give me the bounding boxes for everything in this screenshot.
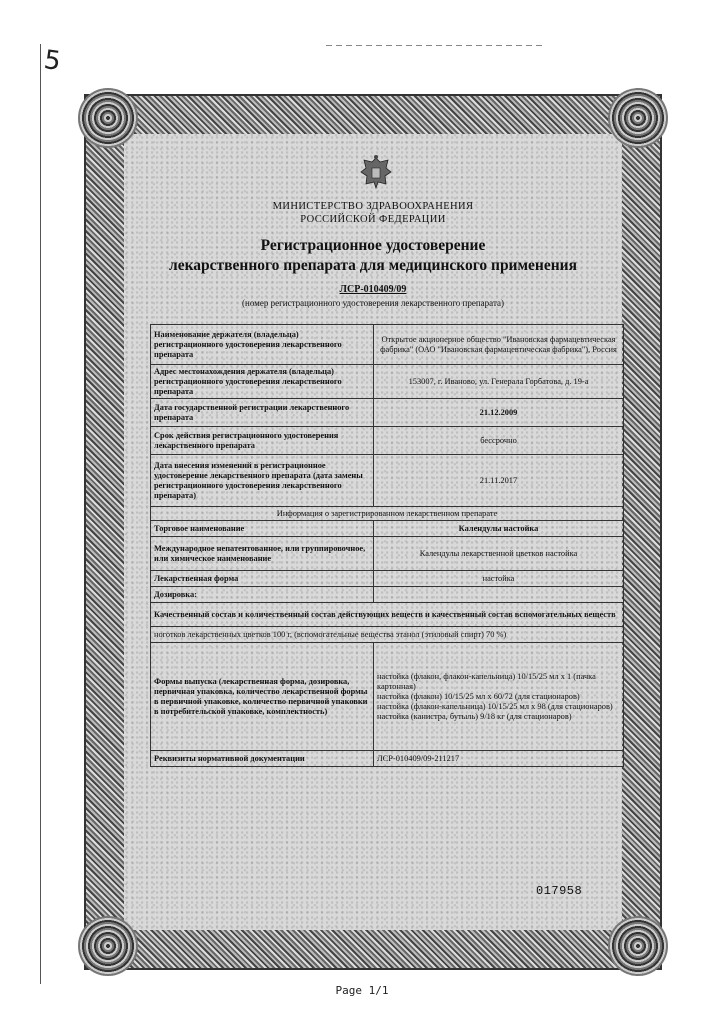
document-title (86, 236, 660, 276)
table-row (151, 455, 624, 507)
row-value: Календулы лекарственной цветков настойка (374, 537, 624, 571)
row-label: Дата внесения изменений в регистрационное удостоверение лекарственного препарата (дата замены регистрационного удостоверения лекарственного препарата) (151, 455, 374, 507)
row-value: 153007, г. Иваново, ул. Генерала Горбатова, д. 19-а (374, 365, 624, 399)
serial-number: 017958 (536, 884, 583, 898)
corner-ornament (78, 88, 138, 148)
table-row (151, 427, 624, 455)
row-label: Адрес местонахождения держателя (владельца) регистрационного удостоверения лекарственного препарата (151, 365, 374, 399)
row-label: Срок действия регистрационного удостоверения лекарственного препарата (151, 427, 374, 455)
registration-number-caption: (номер регистрационного удостоверения лекарственного препарата) (242, 298, 504, 308)
row-value: бессрочно (374, 427, 624, 455)
table-row (151, 399, 624, 427)
row-label: Торговое наименование (151, 521, 374, 537)
table-row (151, 627, 624, 643)
row-value (374, 587, 624, 603)
row-label: Лекарственная форма (151, 571, 374, 587)
table-row (151, 571, 624, 587)
row-label: Международное непатентованное, или группировочное, или химическое наименование (151, 537, 374, 571)
ministry-line-2: РОССИЙСКОЙ ФЕДЕРАЦИИ (300, 214, 446, 225)
row-value: Открытое акционерное общество "Ивановская фармацевтическая фабрика" (ОАО "Ивановская фармацевтическая фабрика"), Россия (374, 325, 624, 365)
release-form-item: настойка (флакон, флакон-капельница) 10/15/25 мл х 1 (пачка картонная) (377, 671, 596, 691)
margin-line (40, 44, 41, 984)
row-label: Реквизиты нормативной документации (151, 751, 374, 767)
top-dotted-line (326, 45, 546, 46)
row-value: 21.12.2009 (374, 399, 624, 427)
release-form-item: настойка (флакон-капельница) 10/15/25 мл х 98 (для стационаров) (377, 701, 613, 711)
registration-table (150, 324, 624, 767)
corner-ornament (608, 916, 668, 976)
coat-of-arms-icon (358, 154, 394, 192)
registration-number: ЛСР-010409/09 (339, 284, 407, 295)
row-value: 21.11.2017 (374, 455, 624, 507)
table-row (151, 507, 624, 521)
composition-value: ноготков лекарственных цветков 100 г, (вспомогательные вещества этанол (этиловый спирт) 70 %) (151, 627, 624, 643)
row-label: Дата государственной регистрации лекарственного препарата (151, 399, 374, 427)
row-value: Календулы настойка (374, 521, 624, 537)
table-row (151, 603, 624, 627)
info-section-header: Информация о зарегистрированном лекарственном препарате (151, 507, 624, 521)
row-value: ЛСР-010409/09-211217 (374, 751, 624, 767)
release-form-item: настойка (канистра, бутыль) 9/18 кг (для стационаров) (377, 711, 572, 721)
release-forms-label: Формы выпуска (лекарственная форма, дозировка, первичная упаковка, количество лекарственной формы в первичной упаковке, количество первичной упаковки в потребительской упаковке, комплектность) (151, 643, 374, 751)
corner-ornament (78, 916, 138, 976)
composition-header: Качественный состав и количественный состав действующих веществ и качественный состав вспомогательных веществ (151, 603, 624, 627)
page-footer: Page 1/1 (335, 984, 389, 997)
table-row (151, 521, 624, 537)
release-forms-list (374, 643, 624, 751)
title-line-1: Регистрационное удостоверение (260, 237, 486, 254)
title-line-2: лекарственного препарата для медицинского применения (169, 257, 577, 274)
handwritten-page-number: 5 (41, 44, 63, 78)
row-label: Дозировка: (151, 587, 374, 603)
table-row (151, 325, 624, 365)
ministry-heading (86, 200, 660, 226)
ministry-line-1: МИНИСТЕРСТВО ЗДРАВООХРАНЕНИЯ (272, 201, 474, 212)
table-row (151, 587, 624, 603)
table-row (151, 537, 624, 571)
table-row (151, 643, 624, 751)
table-row (151, 365, 624, 399)
corner-ornament (608, 88, 668, 148)
row-value: настойка (374, 571, 624, 587)
release-form-item: настойка (флакон) 10/15/25 мл х 60/72 (для стационаров) (377, 691, 580, 701)
certificate-sheet (84, 94, 662, 970)
table-row (151, 751, 624, 767)
row-label: Наименование держателя (владельца) регистрационного удостоверения лекарственного препарата (151, 325, 374, 365)
